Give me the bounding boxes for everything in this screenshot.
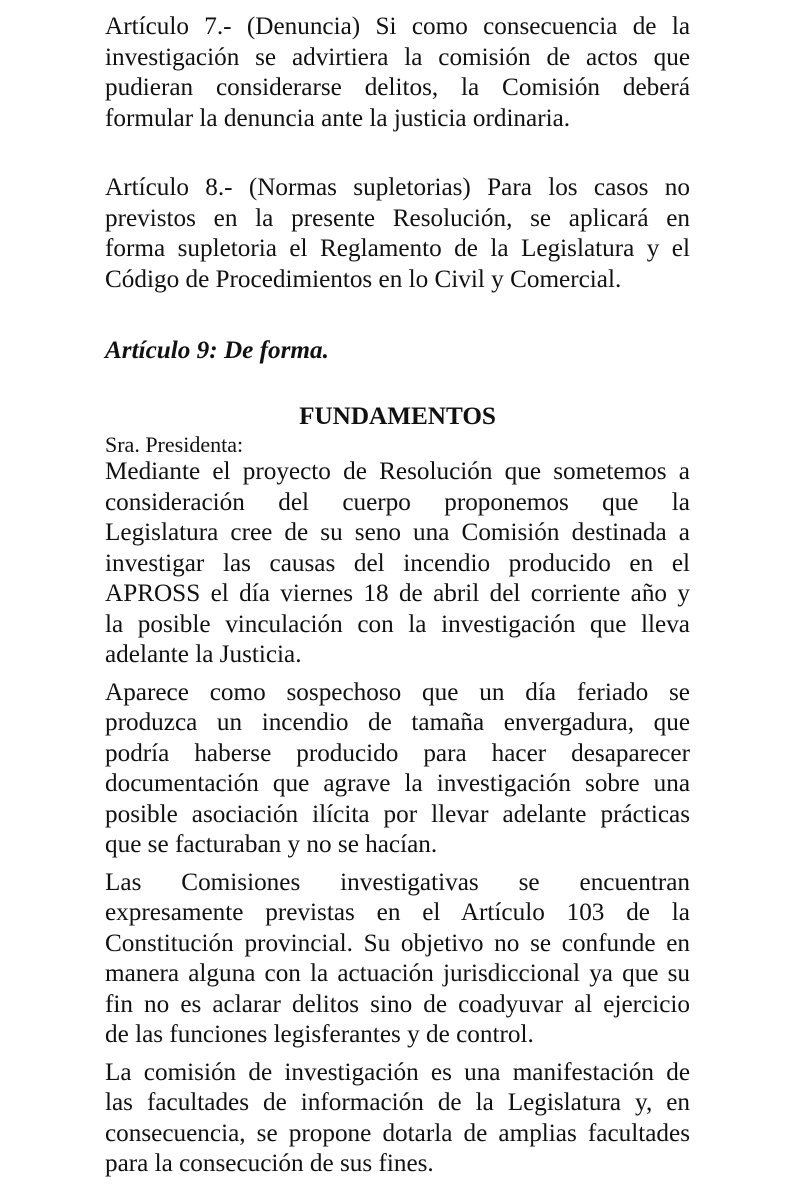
text-line: formular la denuncia ante la justicia ordinaria. [105,104,571,132]
text-line: previstos en la presente Resolución, se aplicará en [105,204,690,232]
salutation: Sra. Presidenta: [105,432,244,457]
text-line: la posible vinculación con la investigación que lleva [105,610,690,638]
text-line: La comisión de investigación es una manifestación de [105,1058,690,1086]
text-line: investigación se advirtiera la comisión de actos que [105,43,690,71]
article-9: Artículo 9: De forma. [105,337,329,364]
section-title: FUNDAMENTOS [299,402,496,430]
text-line: investigar las causas del incendio producido en el [105,549,690,577]
article-7 [105,12,690,134]
text-line: consideración del cuerpo proponemos que la [105,488,690,516]
text-line: Las Comisiones investigativas se encuentran [105,868,690,896]
text-line: Aparece como sospechoso que un día feriado se [105,678,690,706]
paragraph-1 [105,457,690,671]
text-line: para la consecución de sus fines. [105,1150,434,1177]
text-line: de las funciones legisferantes y de control. [105,1021,534,1048]
text-line: manera alguna con la actuación jurisdiccional ya que su [105,960,690,987]
document-page [105,12,690,1180]
text-line: Artículo 7.- (Denuncia) Si como consecuencia de la [105,13,690,40]
text-line: posible asociación ilícita por llevar adelante prácticas [105,800,690,828]
text-line: adelante la Justicia. [105,641,302,668]
text-line: pudieran considerarse delitos, la Comisión deberá [105,74,690,101]
text-line: Constitución provincial. Su objetivo no se confunde en [105,929,690,957]
text-line: podría haberse producido para hacer desaparecer [105,739,690,767]
text-line: documentación que agrave la investigación sobre una [105,770,690,797]
text-line: forma supletoria el Reglamento de la Legislatura y el [105,235,690,262]
text-line: Código de Procedimientos en lo Civil y Comercial. [105,265,622,293]
text-line: consecuencia, se propone dotarla de amplias facultades [105,1119,690,1147]
text-line: expresamente previstas en el Artículo 103 de la [105,899,690,926]
article-8 [105,173,690,295]
text-line: APROSS el día viernes 18 de abril del corriente año y [105,580,690,607]
text-line: que se facturaban y no se hacían. [105,831,438,858]
paragraph-2 [105,678,690,861]
paragraph-3 [105,868,690,1051]
text-line: fin no es aclarar delitos sino de coadyuvar al ejercicio [105,990,690,1018]
text-line: Mediante el proyecto de Resolución que sometemos a [105,458,690,485]
text-line: Artículo 8.- (Normas supletorias) Para los casos no [105,174,690,201]
text-line: produzca un incendio de tamaña envergadura, que [105,709,690,736]
text-line: las facultades de información de la Legislatura y, en [105,1089,690,1116]
paragraph-4 [105,1058,690,1180]
text-line: Legislatura cree de su seno una Comisión destinada a [105,519,690,546]
